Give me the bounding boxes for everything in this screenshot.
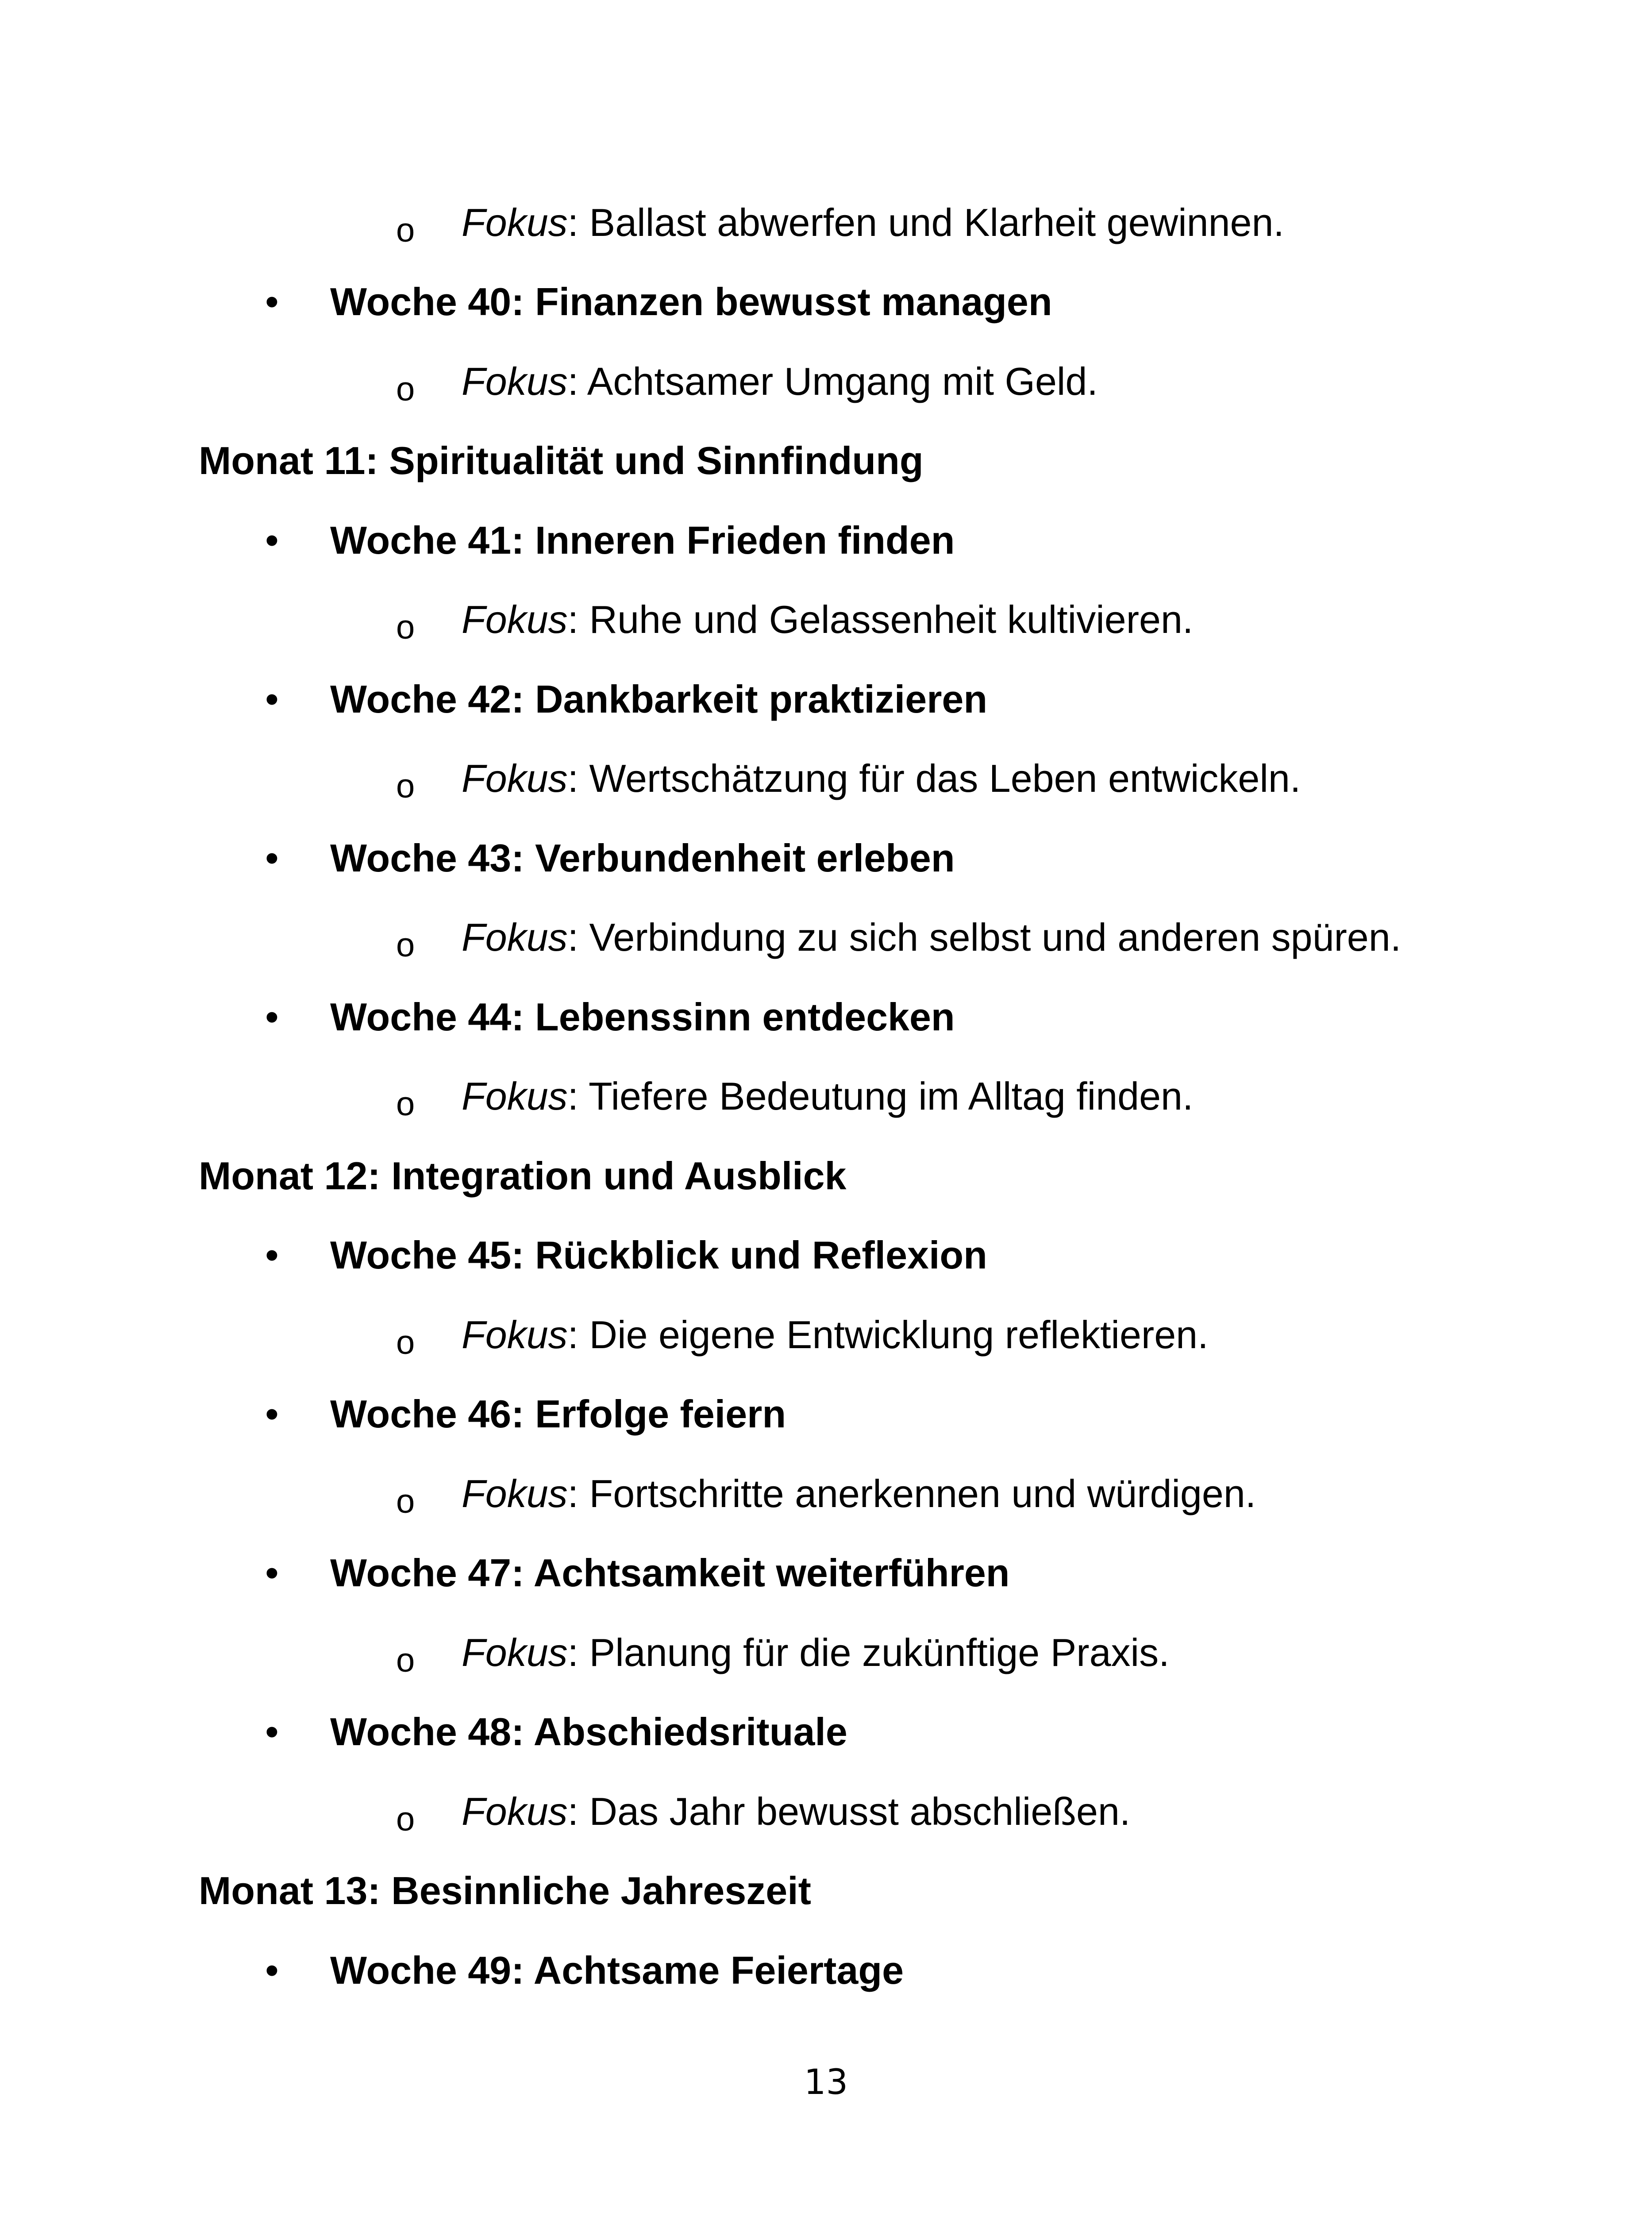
focus-label: Fokus <box>462 200 568 244</box>
focus-label: Fokus <box>462 359 568 403</box>
week-title: Woche 48: Abschiedsrituale <box>330 1710 847 1754</box>
week-title: Woche 43: Verbundenheit erleben <box>330 836 955 880</box>
week-title: Woche 49: Achtsame Feiertage <box>330 1948 904 1992</box>
focus-label: Fokus <box>462 1313 568 1357</box>
focus-text: Fokus: Verbindung zu sich selbst und anderen spüren. <box>462 915 1402 959</box>
focus-label: Fokus <box>462 1631 568 1674</box>
sub-bullet: o <box>396 1800 415 1838</box>
sub-bullet: o <box>396 1324 415 1361</box>
week-title: Woche 46: Erfolge feiern <box>330 1392 786 1436</box>
bullet: • <box>265 280 279 324</box>
focus-description: Achtsamer Umgang mit Geld. <box>587 359 1098 403</box>
focus-text: Fokus: Ballast abwerfen und Klarheit gewinnen. <box>462 200 1284 244</box>
focus-label: Fokus <box>462 598 568 641</box>
focus-label: Fokus <box>462 1789 568 1833</box>
sub-bullet: o <box>396 1642 415 1679</box>
focus-description: Fortschritte anerkennen und würdigen. <box>589 1472 1256 1515</box>
sub-bullet: o <box>396 1483 415 1520</box>
month-heading: Monat 12: Integration und Ausblick <box>199 1154 847 1198</box>
focus-description: Planung für die zukünftige Praxis. <box>589 1631 1170 1674</box>
bullet: • <box>265 1233 279 1277</box>
week-title: Woche 42: Dankbarkeit praktizieren <box>330 677 988 721</box>
focus-text: Fokus: Ruhe und Gelassenheit kultivieren. <box>462 598 1194 641</box>
week-title: Woche 45: Rückblick und Reflexion <box>330 1233 987 1277</box>
month-heading: Monat 11: Spiritualität und Sinnfindung <box>199 439 924 482</box>
month-heading: Monat 13: Besinnliche Jahreszeit <box>199 1869 811 1912</box>
focus-text: Fokus: Das Jahr bewusst abschließen. <box>462 1789 1131 1833</box>
focus-text: Fokus: Achtsamer Umgang mit Geld. <box>462 359 1098 403</box>
focus-text: Fokus: Planung für die zukünftige Praxis. <box>462 1631 1170 1674</box>
page-number: 13 <box>804 2063 848 2102</box>
focus-description: Die eigene Entwicklung reflektieren. <box>589 1313 1209 1357</box>
bullet: • <box>265 1392 279 1436</box>
week-title: Woche 41: Inneren Frieden finden <box>330 518 955 562</box>
bullet: • <box>265 1710 279 1754</box>
bullet: • <box>265 1551 279 1595</box>
sub-bullet: o <box>396 212 415 249</box>
sub-bullet: o <box>396 1085 415 1123</box>
sub-bullet: o <box>396 609 415 646</box>
focus-description: Verbindung zu sich selbst und anderen spüren. <box>589 915 1402 959</box>
week-title: Woche 44: Lebenssinn entdecken <box>330 995 955 1039</box>
focus-text: Fokus: Die eigene Entwicklung reflektieren. <box>462 1313 1209 1357</box>
focus-description: Wertschätzung für das Leben entwickeln. <box>589 756 1301 800</box>
bullet: • <box>265 677 279 721</box>
focus-label: Fokus <box>462 1472 568 1515</box>
sub-bullet: o <box>396 926 415 964</box>
sub-bullet: o <box>396 370 415 408</box>
focus-label: Fokus <box>462 915 568 959</box>
sub-bullet: o <box>396 767 415 805</box>
week-title: Woche 40: Finanzen bewusst managen <box>330 280 1052 324</box>
bullet: • <box>265 518 279 562</box>
focus-description: Ballast abwerfen und Klarheit gewinnen. <box>589 200 1284 244</box>
bullet: • <box>265 836 279 880</box>
week-title: Woche 47: Achtsamkeit weiterführen <box>330 1551 1010 1595</box>
focus-description: Das Jahr bewusst abschließen. <box>589 1789 1131 1833</box>
bullet: • <box>265 995 279 1039</box>
bullet: • <box>265 1948 279 1992</box>
focus-text: Fokus: Wertschätzung für das Leben entwickeln. <box>462 756 1301 800</box>
focus-label: Fokus <box>462 756 568 800</box>
focus-text: Fokus: Tiefere Bedeutung im Alltag finden. <box>462 1074 1194 1118</box>
focus-label: Fokus <box>462 1074 568 1118</box>
focus-text: Fokus: Fortschritte anerkennen und würdigen. <box>462 1472 1256 1515</box>
focus-description: Ruhe und Gelassenheit kultivieren. <box>589 598 1194 641</box>
focus-description: Tiefere Bedeutung im Alltag finden. <box>588 1074 1194 1118</box>
